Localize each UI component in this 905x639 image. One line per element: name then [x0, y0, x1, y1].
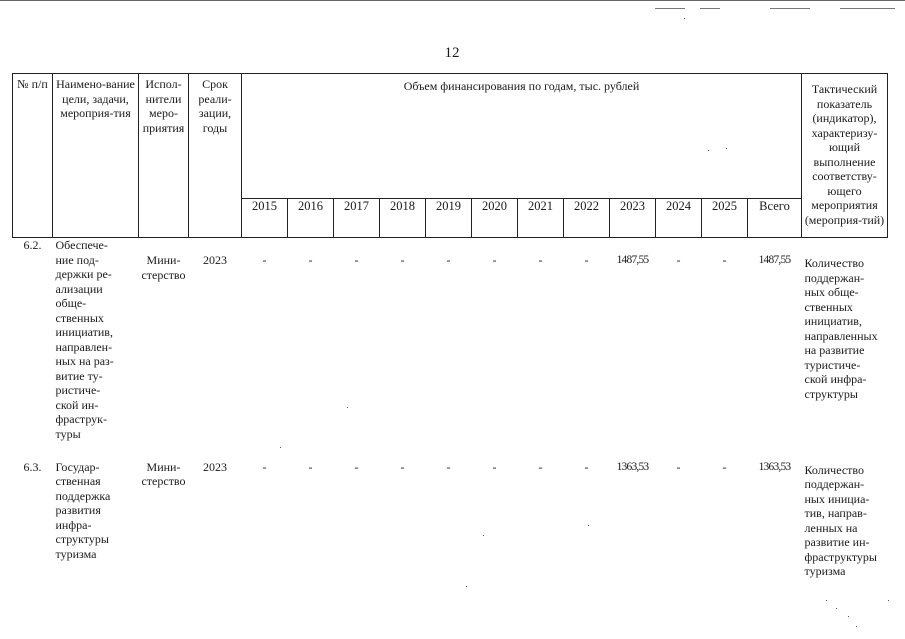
value-cell: - — [400, 459, 405, 474]
value-total: 1487,55 — [758, 254, 791, 266]
scan-artifact — [888, 600, 889, 601]
row-indicator: Количество поддержан- ных инициа- тив, направ- ленных на развитие ин- фраструктуры туризма — [804, 462, 877, 578]
header-indicator: Тактический показатель (индикатор), характеризу-ющий выполнение соответству-ющего мероприятия (мероприя-тий) — [802, 74, 888, 238]
value-cell: - — [446, 253, 451, 267]
year-header: 2024 — [656, 199, 702, 238]
scan-artifact — [280, 447, 281, 448]
value-cell: 1487,55 — [616, 254, 649, 266]
year-header: 2015 — [242, 199, 288, 238]
table-row — [13, 460, 888, 590]
value-cell: - — [308, 459, 313, 474]
value-cell: - — [584, 459, 589, 474]
scan-artifact — [684, 18, 685, 19]
row-executor: Мини- стерство — [141, 459, 186, 488]
year-header: 2023 — [610, 199, 656, 238]
value-cell: - — [722, 459, 727, 474]
value-cell: - — [492, 253, 497, 267]
row-number: 6.3. — [23, 459, 42, 474]
scan-artifact — [700, 8, 720, 9]
row-name: Обеспече- ние под- держки ре- ализации обще- ственных инициатив, направлен- ных на раз- витие ту- ристиче- ской ин- фраструк- туры — [55, 238, 114, 441]
header-executors: Испол-нители меро-приятия — [139, 74, 189, 238]
value-cell: - — [262, 459, 267, 474]
scan-artifact — [770, 8, 810, 9]
page-number: 12 — [444, 45, 460, 61]
scan-artifact — [856, 626, 857, 627]
year-header: Всего — [748, 199, 802, 238]
scan-artifact — [848, 616, 849, 617]
row-executor: Мини- стерство — [141, 253, 186, 282]
value-cell: - — [354, 253, 359, 267]
scan-artifact — [708, 150, 709, 151]
row-term: 2023 — [203, 253, 227, 267]
year-header: 2021 — [518, 199, 564, 238]
value-cell: - — [538, 459, 543, 474]
value-total: 1363,53 — [758, 460, 791, 473]
value-cell: - — [676, 459, 681, 474]
scan-artifact — [826, 600, 827, 601]
scan-artifact — [655, 8, 685, 9]
value-cell: - — [492, 459, 497, 474]
table-row — [13, 238, 888, 460]
year-header: 2016 — [288, 199, 334, 238]
funding-table — [12, 73, 888, 590]
scan-artifact — [588, 525, 589, 526]
header-name: Наимено-вание цели, задачи, мероприя-тия — [53, 74, 139, 238]
value-cell: - — [676, 253, 681, 267]
year-header: 2025 — [702, 199, 748, 238]
scan-artifact — [347, 407, 348, 408]
row-indicator: Количество поддержан- ных обще- ственных инициатив, направленных на развитие туристиче- ской инфра- структуры — [804, 256, 878, 401]
page-top-border — [0, 0, 905, 1]
year-header: 2018 — [380, 199, 426, 238]
scan-artifact — [466, 586, 467, 587]
year-header: 2020 — [472, 199, 518, 238]
scan-artifact — [836, 608, 837, 609]
value-cell: - — [722, 253, 727, 267]
value-cell: - — [446, 459, 451, 474]
year-header: 2022 — [564, 199, 610, 238]
year-header: 2019 — [426, 199, 472, 238]
value-cell: - — [308, 253, 313, 267]
scan-artifact — [726, 148, 727, 149]
year-header: 2017 — [334, 199, 380, 238]
header-funding: Объем финансирования по годам, тыс. рублей — [242, 74, 802, 199]
value-cell: - — [262, 253, 267, 267]
row-name: Государ- ственная поддержка развития инфра- структуры туризма — [55, 459, 111, 561]
value-cell: - — [584, 253, 589, 267]
value-cell: 1363,53 — [616, 460, 649, 473]
row-term: 2023 — [203, 459, 227, 474]
value-cell: - — [400, 253, 405, 267]
value-cell: - — [538, 253, 543, 267]
scan-artifact — [840, 8, 895, 9]
header-no: № п/п — [13, 74, 53, 238]
row-number: 6.2. — [23, 238, 42, 252]
scan-artifact — [483, 535, 484, 536]
header-term: Срок реали-зации, годы — [189, 74, 242, 238]
value-cell: - — [354, 459, 359, 474]
